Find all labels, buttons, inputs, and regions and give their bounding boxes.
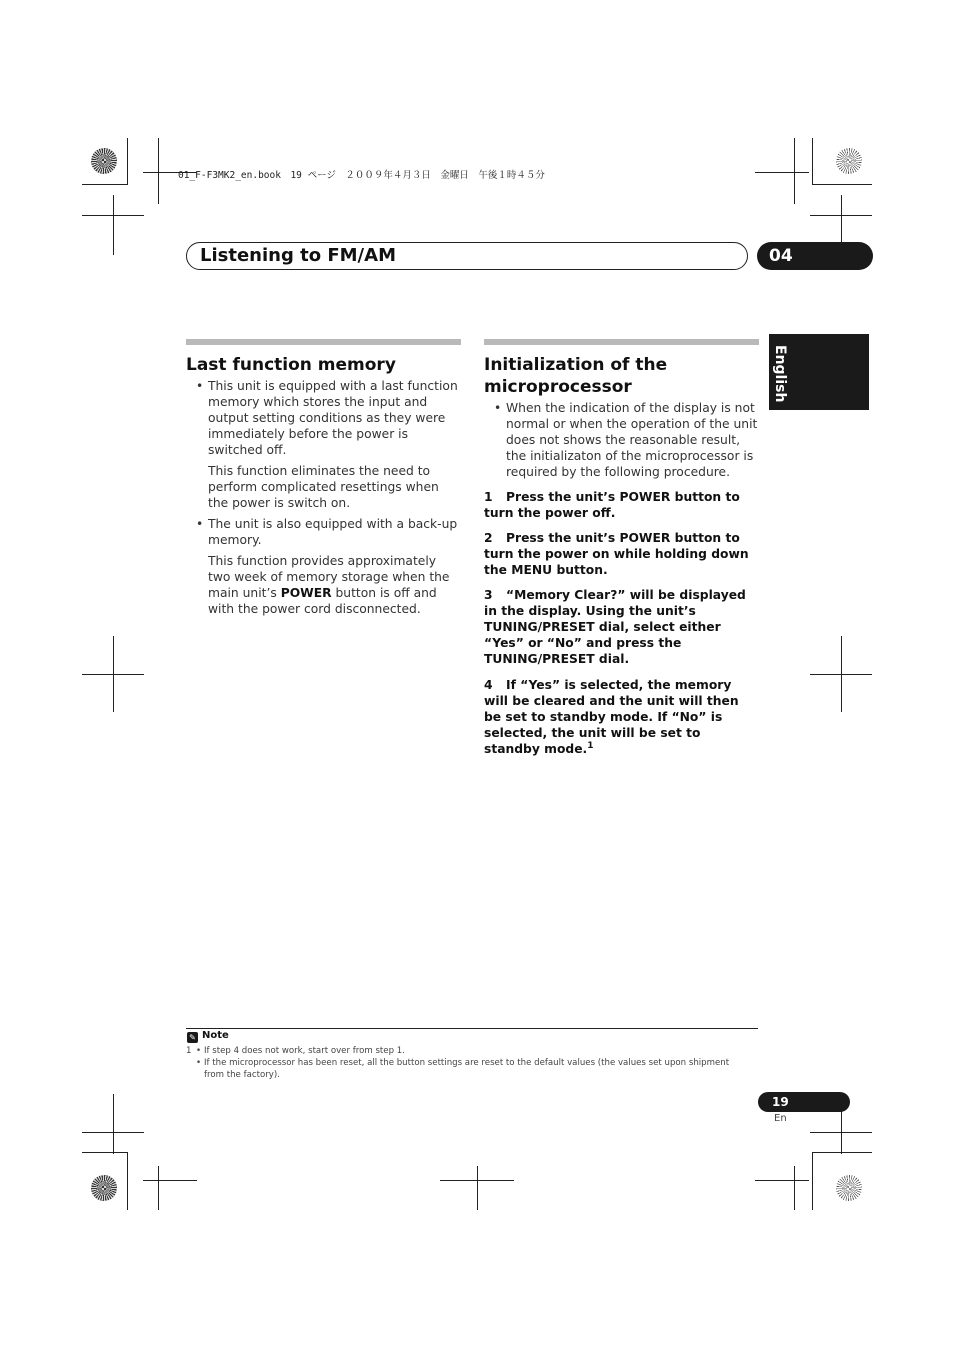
starburst-icon xyxy=(91,148,117,174)
note-line xyxy=(186,1057,758,1069)
step-number: 3 xyxy=(484,588,493,602)
section-body xyxy=(186,378,461,617)
crop-mark xyxy=(794,138,795,204)
procedure-step xyxy=(484,530,759,578)
crop-mark xyxy=(158,1166,159,1210)
note-label: Note xyxy=(202,1030,229,1041)
crop-mark xyxy=(440,1180,514,1181)
chapter-title: Listening to FM/AM xyxy=(200,245,396,266)
step-text: “Memory Clear?” will be displayed in the display. Using the unit’s TUNING/PRESET dial, select either “Yes” or “No” and press the TUNING/PRESET dial. xyxy=(484,588,746,666)
starburst-icon xyxy=(836,148,862,174)
procedure-step xyxy=(484,677,759,757)
crop-mark xyxy=(82,674,144,675)
note-icon: ✎ xyxy=(187,1032,198,1043)
page-number: 19 xyxy=(772,1095,789,1109)
page-language: En xyxy=(774,1113,787,1124)
procedure-step xyxy=(484,587,759,667)
crop-mark xyxy=(812,184,872,185)
note-line xyxy=(186,1069,758,1081)
note-rule xyxy=(186,1028,758,1029)
list-item-text: This unit is equipped with a last function memory which stores the input and output setting conditions as they were immediately before the power is switched off. xyxy=(208,379,458,457)
crop-mark xyxy=(82,184,128,185)
step-text: If “Yes” is selected, the memory will be cleared and the unit will then be set to standby mode. If “No” is selected, the unit will be set to standby mode. xyxy=(484,678,739,756)
crop-mark xyxy=(143,1180,197,1181)
step-text: Press the unit’s POWER button to turn the power off. xyxy=(484,490,740,520)
left-column xyxy=(186,339,461,617)
list-item-followup xyxy=(186,553,461,617)
crop-mark xyxy=(755,1180,809,1181)
crop-mark xyxy=(810,215,872,216)
step-number: 1 xyxy=(484,490,493,504)
crop-mark xyxy=(812,1152,813,1210)
list-item xyxy=(186,516,461,548)
note-text: If the microprocessor has been reset, all the button settings are reset to the default values (the values set upon shipment xyxy=(204,1058,730,1068)
list-item xyxy=(186,378,461,458)
starburst-icon xyxy=(91,1175,117,1201)
crop-mark xyxy=(113,195,114,255)
procedure-step xyxy=(484,489,759,521)
crop-mark xyxy=(82,1132,144,1133)
bullet-icon: • xyxy=(196,1046,202,1056)
power-keyword: POWER xyxy=(280,586,332,600)
followup-text: This function provides approximately two week of memory storage when the main unit’s xyxy=(208,554,450,600)
step-number: 2 xyxy=(484,531,493,545)
list-item xyxy=(484,400,759,480)
section-body xyxy=(484,400,759,480)
followup-text: button is off and with the power cord disconnected. xyxy=(208,586,437,616)
section-title: Last function memory xyxy=(186,355,396,375)
bullet-icon: • xyxy=(196,1058,202,1068)
crop-mark xyxy=(82,1152,128,1153)
crop-mark xyxy=(82,215,144,216)
section-rule xyxy=(186,339,461,345)
chapter-number: 04 xyxy=(769,246,793,266)
note-ref: 1 xyxy=(186,1046,192,1056)
starburst-icon xyxy=(836,1175,862,1201)
crop-mark xyxy=(794,1166,795,1210)
crop-mark xyxy=(810,674,872,675)
note-text: from the factory). xyxy=(204,1070,280,1080)
note-text: If step 4 does not work, start over from step 1. xyxy=(204,1046,405,1056)
section-title-line: Initialization of the xyxy=(484,355,668,375)
crop-mark xyxy=(113,1094,114,1154)
print-meta: 01_F-F3MK2_en.book 19 ページ ２００９年４月３日 金曜日 午後１時４５分 xyxy=(178,170,545,181)
crop-mark xyxy=(127,138,128,184)
language-tab-label: English xyxy=(772,345,788,403)
crop-mark xyxy=(810,1132,872,1133)
crop-mark xyxy=(812,1152,872,1153)
bullet-icon: • xyxy=(196,379,204,393)
note-line xyxy=(186,1045,758,1057)
crop-mark xyxy=(127,1152,128,1210)
list-item-text: The unit is also equipped with a back-up memory. xyxy=(208,517,458,547)
step-text: Press the unit’s POWER button to turn the power on while holding down the MENU button. xyxy=(484,531,749,577)
bullet-icon: • xyxy=(494,401,502,415)
footnote-ref: 1 xyxy=(587,740,594,751)
crop-mark xyxy=(477,1166,478,1210)
step-number: 4 xyxy=(484,678,493,692)
crop-mark xyxy=(812,138,813,184)
section-rule xyxy=(484,339,759,345)
crop-mark xyxy=(158,138,159,204)
section-title-line: microprocessor xyxy=(484,377,632,397)
crop-mark xyxy=(755,172,809,173)
list-item-text: When the indication of the display is not normal or when the operation of the unit does not shows the reasonable result, the initializaton of the microprocessor is required by the following procedure. xyxy=(506,401,758,479)
bullet-icon: • xyxy=(196,517,204,531)
section-title xyxy=(484,354,759,398)
list-item-followup: This function eliminates the need to perform complicated resettings when the power is switch on. xyxy=(208,464,439,510)
note-body xyxy=(186,1045,758,1081)
right-column xyxy=(484,339,759,757)
